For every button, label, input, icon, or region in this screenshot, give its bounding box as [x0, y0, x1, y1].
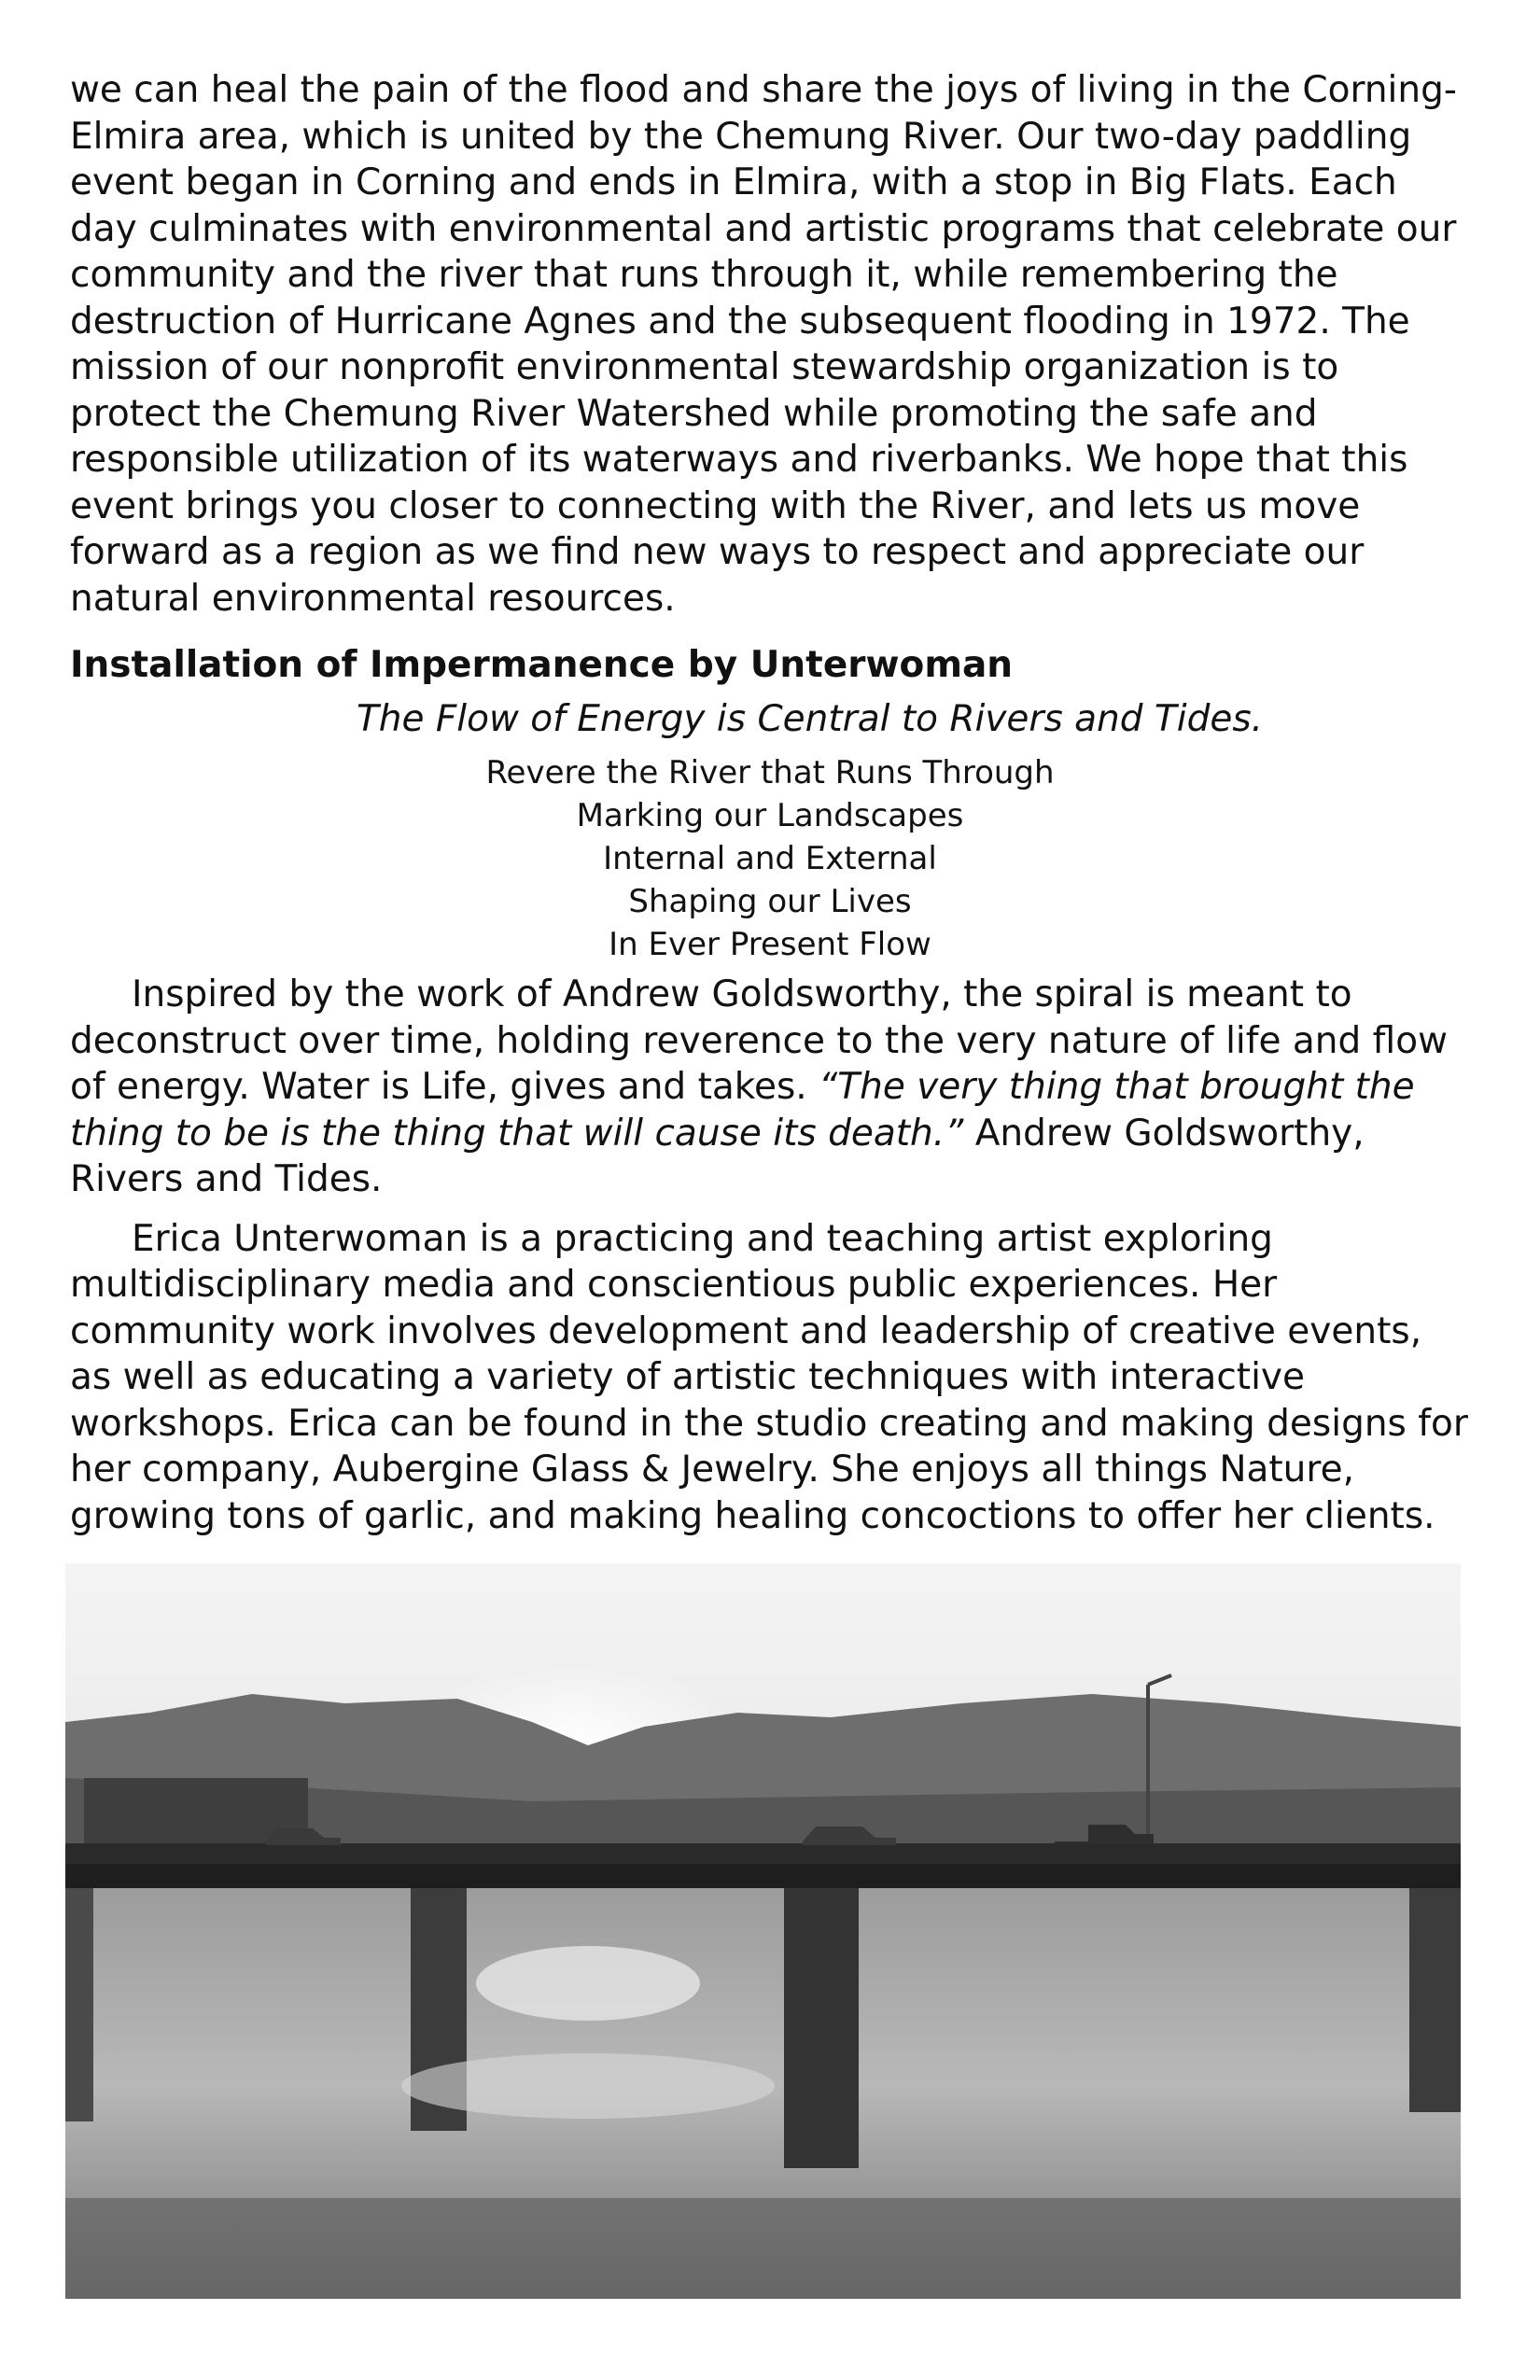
- poem: [70, 751, 1470, 966]
- poem-line: Internal and External: [603, 840, 937, 877]
- section-heading: Installation of Impermanence by Unterwoman: [70, 644, 1014, 686]
- text-column: [70, 67, 1470, 1539]
- paragraph-text: Inspired by the work of Andrew Goldsworthy, the spiral is meant to deconstruct over time, holding reverence to the very nature of life and flow of energy. Water is Life, gives and takes.: [70, 973, 1448, 1108]
- artist-bio-paragraph: Erica Unterwoman is a practicing and teaching artist exploring multidisciplinary media and conscientious public experiences. Her community work involves development and leadership of creative events, as well as educating a variety of artistic techniques with interactive workshops. Erica can be found in the studio creating and making designs for her company, Aubergine Glass & Jewelry. She enjoys all things Nature, growing tons of garlic, and making healing concoctions to offer her clients.: [70, 1217, 1468, 1537]
- bridge-railing: [65, 1843, 1461, 1864]
- goldsworthy-paragraph: [70, 972, 1470, 1203]
- poem-line: In Ever Present Flow: [609, 926, 931, 963]
- bridge-pier: [784, 1888, 859, 2168]
- poem-line: Shaping our Lives: [628, 883, 912, 920]
- bridge-pier: [1409, 1888, 1461, 2112]
- section-tagline: The Flow of Energy is Central to Rivers and Tides.: [356, 697, 1264, 740]
- riverbank-shadow: [65, 2198, 1461, 2299]
- poem-line: Revere the River that Runs Through: [485, 754, 1055, 791]
- sun-reflection: [476, 1946, 700, 2021]
- quote-attribution: Andrew Goldsworthy, Rivers and Tides.: [70, 1112, 1365, 1200]
- river-bridge-photo: [65, 1563, 1461, 2299]
- bridge-deck: [65, 1864, 1461, 1888]
- bridge-abutment: [65, 1888, 93, 2121]
- intro-paragraph: we can heal the pain of the flood and share the joys of living in the Corning-Elmira area, which is united by the Chemung River. Our two-day paddling event began in Corning and ends in Elmira, with a stop in Big Flats. Each day culminates with environmental and artistic programs that celebrate our community and the river that runs through it, while remembering the destruction of Hurricane Agnes and the subsequent flooding in 1972. The mission of our nonprofit environmental stewardship organization is to protect the Chemung River Watershed while promoting the safe and responsible utilization of its waterways and riverbanks. We hope that this event brings you closer to connecting with the River, and lets us move forward as a region as we find new ways to respect and appreciate our natural environmental resources.: [70, 69, 1457, 620]
- sun-reflection: [401, 2053, 775, 2119]
- poem-line: Marking our Landscapes: [576, 797, 964, 834]
- river-bridge-illustration: [65, 1563, 1461, 2299]
- goldsworthy-quote: “The very thing that brought the thing to be is the thing that will cause its death.”: [70, 1066, 1415, 1155]
